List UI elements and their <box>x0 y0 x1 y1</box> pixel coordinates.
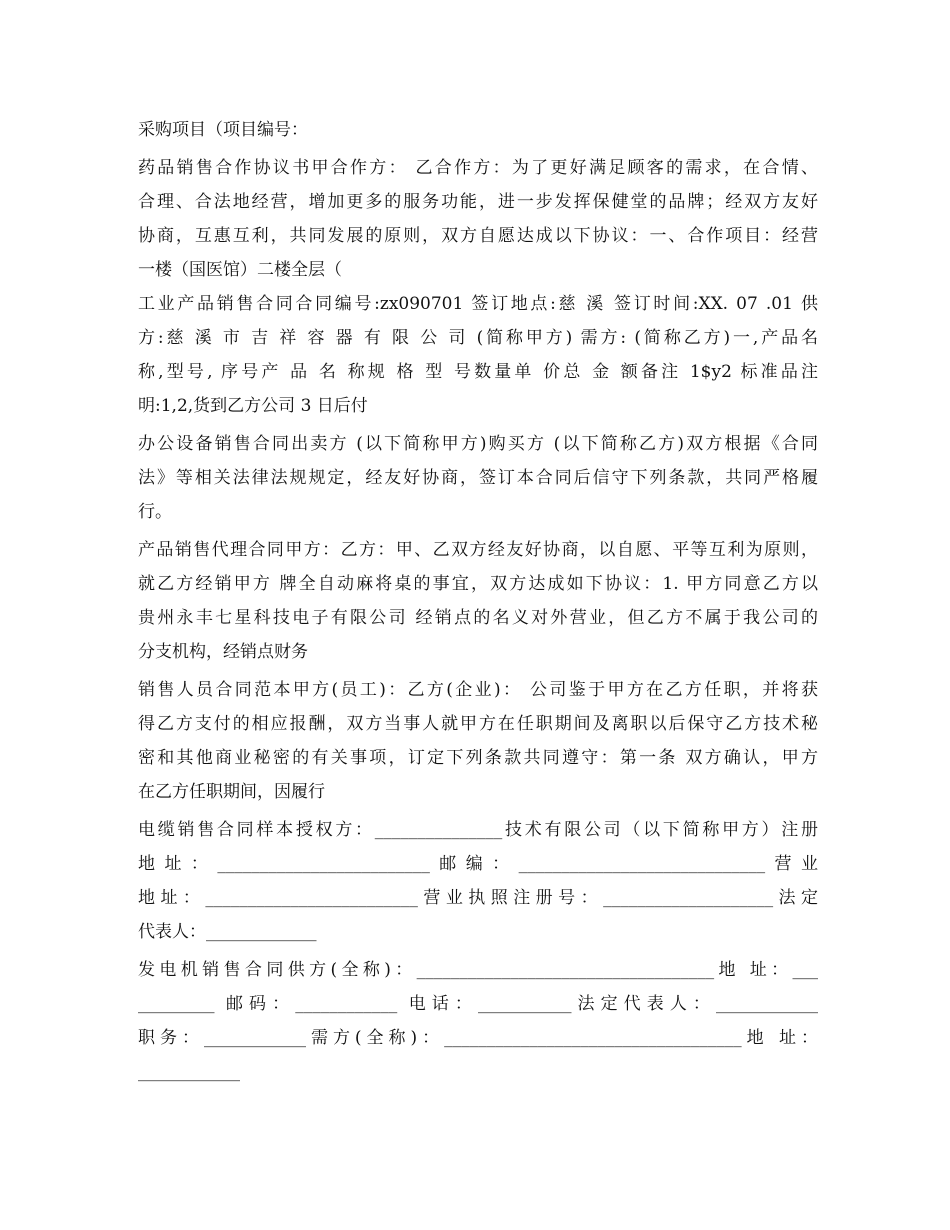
text-line: 地址：_________________________营业执照注册号：____________________法定 <box>138 888 818 908</box>
text-line: 方:慈 溪 市 吉 祥 容 器 有 限 公 司 (简称甲方) 需方: (简称乙方)一,产品名 <box>138 328 818 348</box>
text-line: 得乙方支付的相应报酬，双方当事人就甲方在任职期间及离职以后保守乙方技术秘 <box>138 714 818 734</box>
text-line: 明:1,2,货到乙方公司 3 日后付 <box>138 396 368 416</box>
text-line: 销售人员合同范本甲方(员工)：乙方(企业)： 公司鉴于甲方在乙方任职，并将获 <box>138 680 818 700</box>
text-line: 办公设备销售合同出卖方 (以下简称甲方)购买方 (以下简称乙方)双方根据《合同 <box>138 434 818 454</box>
text-line: 合理、合法地经营，增加更多的服务功能，进一步发挥保健堂的品牌；经双方友好 <box>138 192 818 212</box>
text-line: 行。 <box>138 502 172 522</box>
text-line: 地址：_________________________邮编：_____________________________营业 <box>138 854 818 874</box>
text-line: 贵州永丰七星科技电子有限公司 经销点的名义对外营业，但乙方不属于我公司的 <box>138 608 818 628</box>
text-line: 协商，互惠互利，共同发展的原则，双方自愿达成以下协议：一、合作项目：经营 <box>138 226 818 246</box>
text-line: 工业产品销售合同合同编号:zx090701 签订地点:慈 溪 签订时间:XX. 07 .01 供 <box>138 294 818 314</box>
text-line: 在乙方任职期间，因履行 <box>138 782 325 802</box>
text-line: 电缆销售合同样本授权方：_______________技术有限公司（以下简称甲方）注册 <box>138 820 818 840</box>
text-line: 发电机销售合同供方(全称)：___________________________________地 址：___ <box>138 960 818 980</box>
text-line: 产品销售代理合同甲方：乙方：甲、乙双方经友好协商，以自愿、平等互利为原则， <box>138 540 818 560</box>
text-line: _________ 邮码：____________ 电话：___________法定代表人：____________ <box>138 994 818 1014</box>
text-line: 分支机构，经销点财务 <box>138 642 308 662</box>
text-line: 代表人：_____________ <box>138 922 317 942</box>
text-line: 职务：____________需方(全称)：___________________________________地 址： <box>138 1028 818 1048</box>
text-line: 就乙方经销甲方 牌全自动麻将桌的事宜，双方达成如下协议：1. 甲方同意乙方以 <box>138 574 818 594</box>
text-line: 称,型号, 序号产 品 名 称规 格 型 号数量单 价总 金 额备注 1$y2 标准品注 <box>138 362 818 382</box>
text-line: 采购项目（项目编号： <box>138 120 308 140</box>
text-line: 药品销售合作协议书甲合作方： 乙合作方：为了更好满足顾客的需求，在合情、 <box>138 158 818 178</box>
text-line: 密和其他商业秘密的有关事项，订定下列条款共同遵守：第一条 双方确认，甲方 <box>138 748 818 768</box>
text-line: ____________ <box>138 1062 240 1082</box>
text-line: 法》等相关法律法规规定，经友好协商，签订本合同后信守下列条款，共同严格履 <box>138 468 818 488</box>
text-line: 一楼（国医馆）二楼全层（ <box>138 260 342 280</box>
